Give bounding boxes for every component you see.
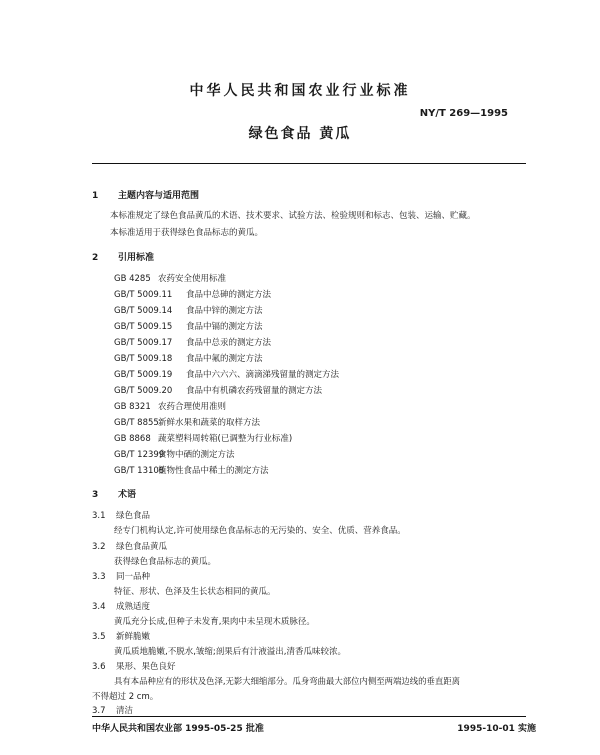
reference-item: GB/T 5009.14 食品中锌的测定方法	[114, 306, 263, 316]
term-definition: 获得绿色食品标志的黄瓜。	[114, 557, 217, 567]
issuing-organization: 中华人民共和国农业行业标准	[189, 83, 411, 99]
reference-item: GB/T 5009.20 食品中有机磷农药残留量的测定方法	[114, 386, 323, 396]
footer-divider	[92, 716, 526, 717]
section-3-heading: 3 术语	[92, 490, 137, 500]
section-2-heading: 2 引用标准	[92, 253, 155, 263]
term-definition: 黄瓜充分长成,但种子未发育,果肉中未呈现木质脉径。	[114, 617, 315, 627]
standard-number: NY/T 269—1995	[419, 108, 508, 119]
term-heading: 3.2 绿色食品黄瓜	[92, 542, 168, 552]
term-definition: 黄瓜质地脆嫩,不脱水,皱缩;剖果后有汁液溢出,清香瓜味较浓。	[114, 647, 346, 657]
reference-item: GB/T 5009.17 食品中总汞的测定方法	[114, 338, 272, 348]
term-heading: 3.7 清洁	[92, 706, 134, 716]
section-1-heading: 1 主题内容与适用范围	[92, 191, 200, 201]
term-heading: 3.3 同一品种	[92, 572, 151, 582]
reference-item: GB/T 13108植物性食品中稀土的测定方法	[114, 466, 269, 476]
reference-item: GB 8868 蔬菜塑料周转箱(已调整为行业标准)	[114, 434, 293, 444]
implementation-date: 1995-10-01 实施	[457, 724, 536, 734]
reference-item: GB/T 5009.19 食品中六六六、滴滴涕残留量的测定方法	[114, 370, 340, 380]
approval-statement: 中华人民共和国农业部 1995-05-25 批准	[92, 724, 264, 734]
section-1-paragraph: 本标准适用于获得绿色食品标志的黄瓜。	[110, 228, 264, 238]
section-1-paragraph: 本标准规定了绿色食品黄瓜的术语、技术要求、试验方法、检验规则和标志、包装、运输、贮藏。	[110, 211, 476, 221]
term-heading: 3.6 果形、果色良好	[92, 662, 176, 672]
term-heading: 3.1 绿色食品	[92, 511, 151, 521]
term-definition-continuation: 不得超过 2 cm。	[92, 692, 159, 702]
term-definition: 特征、形状、色泽及生长状态相同的黄瓜。	[114, 587, 276, 597]
reference-item: GB/T 12399食物中硒的测定方法	[114, 450, 235, 460]
reference-item: GB/T 5009.11 食品中总砷的测定方法	[114, 290, 272, 300]
header-divider	[92, 163, 526, 164]
document-title: 绿色食品 黄瓜	[248, 126, 352, 142]
term-definition: 经专门机构认定,许可使用绿色食品标志的无污染的、安全、优质、营养食品。	[114, 526, 406, 536]
term-heading: 3.5 新鲜脆嫩	[92, 632, 151, 642]
term-definition: 具有本品种应有的形状及色泽,无影大细缩部分。瓜身弯曲最大部位内侧至两端边线的垂直距离	[114, 676, 461, 686]
reference-item: GB/T 8855新鲜水果和蔬菜的取样方法	[114, 418, 261, 428]
reference-item: GB/T 5009.15 食品中镉的测定方法	[114, 322, 263, 332]
reference-item: GB 4285 农药安全使用标准	[114, 274, 227, 284]
term-heading: 3.4 成熟适度	[92, 602, 151, 612]
reference-item: GB/T 5009.18 食品中氟的测定方法	[114, 354, 263, 364]
reference-item: GB 8321 农药合理使用准则	[114, 402, 227, 412]
